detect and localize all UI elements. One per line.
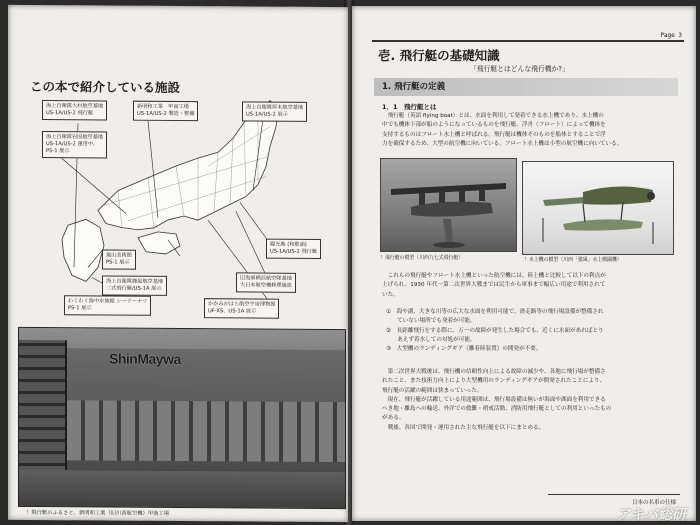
facility-box — [102, 275, 167, 295]
list-item: ③ 大型機のランディングギア（離着陸装置）の開発が不要。 — [386, 346, 542, 353]
advantages-list — [386, 308, 682, 354]
facility-box — [42, 100, 107, 120]
facility-name: 海上自衛隊大村航空基地 — [46, 103, 104, 110]
facility-detail: PS-1 展示 — [68, 305, 92, 312]
photo2-caption: ！水上機の模型（川西「強風」水上戦闘機） — [524, 257, 622, 263]
facility-box — [42, 131, 107, 158]
flying-boat-model-image — [381, 159, 516, 251]
text-line: 飛行艇（英語 flying boat）とは、水面を利用して発着できる水上機であり、水上機の — [382, 113, 604, 119]
japan-map — [8, 5, 348, 327]
map-title: この本で紹介している施設 — [30, 78, 181, 96]
facility-detail: US-1A/US-2 飛行艇 — [270, 248, 318, 255]
facility-box — [266, 239, 321, 259]
ground — [19, 470, 345, 509]
facility-name: 海上自衛隊鹿屋航空基地 — [106, 278, 164, 285]
facility-name: 海上自衛隊厚木航空基地 — [246, 104, 304, 111]
scaffold-tower — [19, 340, 67, 490]
subsection-heading: 1．1 飛行艇とは — [382, 103, 437, 111]
factory-sign: ShinMaywa — [109, 350, 181, 368]
text-line: これらの飛行艇やフロート水上機といった航空機には、陸上機と比較して以下の利点が — [382, 273, 606, 279]
photo-caption: ！飛行艇のふるさと、新明和工業（旧川西航空機）甲南工場 — [26, 509, 170, 517]
text-line: れたこと、また技術力向上により大型機用のランディングギアが開発されたことにより、 — [382, 378, 606, 385]
factory-photo — [18, 327, 346, 509]
facility-name: 旧海軍横浜航空隊基地 — [240, 275, 292, 282]
facility-name: かかみがはら航空宇宙博物館 — [208, 301, 276, 308]
facility-detail: 二式飛行艇/US-1A 展示 — [106, 285, 162, 292]
paragraph-advantages-intro — [382, 272, 682, 300]
list-item: ② 長距離飛行をする際に、万一の故障が発生した場合でも、近くに水面があればとり — [386, 327, 604, 334]
facility-box — [133, 101, 198, 121]
header-rule — [372, 40, 684, 42]
seaplane-model-photo — [522, 161, 674, 255]
watermark: アキバ総研 — [616, 507, 686, 521]
facility-detail: US-1A/US-2 運用中、 — [46, 141, 99, 148]
text-line: 力を確保するため、大型の航空機に向いている。フロート水上機は小型の航空機に向いている。 — [382, 140, 623, 147]
chapter-subtitle: 「飛行艇とはどんな飛行機か?」 — [470, 65, 569, 73]
text-line: 支持するものはフロート水上機と呼ばれる。飛行艇は機体そのものを船体とすることで浮 — [382, 131, 606, 138]
facility-detail: UF-XS、US-1A 展示 — [208, 308, 257, 315]
facility-box — [102, 249, 136, 269]
facility-box — [236, 272, 296, 292]
text-line: 第二次世界大戦後は、飛行機の信頼性向上による故障の減少や、各地に飛行場が整備さ — [382, 369, 606, 375]
footer-rule — [548, 494, 680, 495]
text-line: へき地・離島への輸送、外洋での救難・哨戒活動、消防用飛行艇としての利用といったもの — [382, 406, 612, 413]
text-line: 戦後、各国で開発・運用された主な飛行艇を以下にまとめる。 — [382, 424, 545, 431]
facility-detail: US-1A/US-2 飛行艇 — [46, 110, 94, 117]
facility-name: 観光地 (和歌浦) — [270, 241, 307, 248]
seaplane-model-image — [523, 162, 673, 254]
facility-detail: PS-1 展示 — [46, 148, 70, 155]
facility-name: 新明和工業 甲南工場 — [137, 103, 189, 111]
chapter-title: 壱. 飛行艇の基礎知識 — [378, 48, 500, 63]
facility-detail: US-1A/US-2 展示 — [246, 111, 288, 118]
facility-detail: PS-1 展示 — [106, 259, 130, 266]
facility-detail: 大日本航空機修理施設 — [240, 282, 292, 289]
facility-detail: US-1A/US-2 製造・整備 — [137, 110, 195, 118]
facility-name: わくわく海中水族館 シードーナツ — [68, 298, 148, 305]
left-page — [8, 5, 348, 522]
facility-box — [64, 295, 151, 316]
section-title: 1. 飛行艇の定義 — [374, 78, 678, 96]
right-page — [352, 6, 696, 521]
list-item: あえず着水しての対処が可能。 — [386, 336, 476, 343]
paragraph-postwar — [382, 368, 682, 433]
facility-name: 嵐山美術館 — [106, 252, 132, 259]
footer-text: 日本の名車の仕様 — [631, 500, 676, 506]
facility-name: 海上自衛隊岩国航空基地 — [46, 134, 104, 141]
text-line: 上げられ、1930 年代～第二次世界大戦までは民生から軍事まで幅広い用途で利用されて — [382, 282, 606, 289]
factory-windows — [67, 400, 346, 462]
facility-box — [242, 101, 307, 121]
list-item: ていない場所でも発着が可能。 — [386, 318, 476, 325]
text-line: 飛行艇の活躍の範囲は狭まっていった。 — [382, 387, 483, 394]
text-line: いた。 — [382, 291, 399, 298]
text-line: 現在、飛行艇が活躍している用途範囲は、飛行場設備は無いが海面や湖面を利用できる — [382, 396, 606, 403]
paragraph-definition — [382, 112, 682, 149]
text-line: がある。 — [382, 415, 405, 422]
facility-box — [204, 298, 279, 319]
page-number: Page 3 — [660, 32, 682, 39]
list-item: ① 海や湖、大きな川等の広大な水面を利用可能で、滑走路等の飛行場設備が整備され — [386, 309, 604, 315]
flying-boat-model-photo — [380, 158, 517, 252]
text-line: 中でも機体下部が船のようになっているものを飛行艇、浮舟（フロート）によって機体を — [382, 122, 606, 129]
photo1-caption: ！飛行艇の模型（川西九七式飛行艇） — [380, 255, 464, 261]
